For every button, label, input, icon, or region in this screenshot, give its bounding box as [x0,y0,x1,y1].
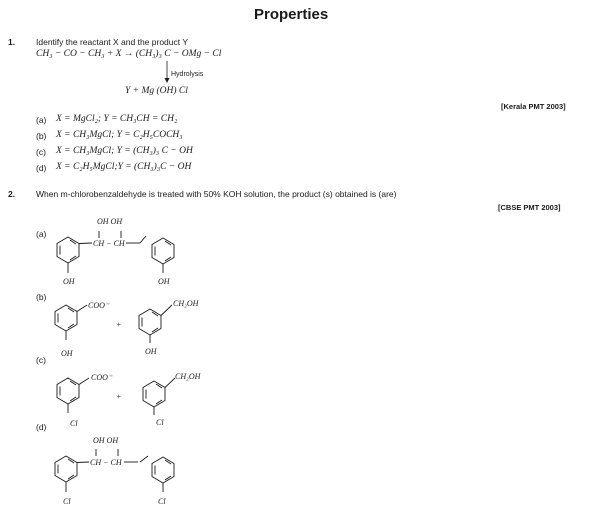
q2c-plus: + [116,392,122,401]
question-1-text: Identify the reactant X and the product Y [36,37,188,47]
q2b-sub-left: OH [61,349,73,358]
q2-option-d-label[interactable]: (d) [36,422,47,432]
question-1-product: Y + Mg (OH) Cl [125,86,188,96]
question-2-source: [CBSE PMT 2003] [498,203,561,212]
q2b-plus: + [116,320,122,329]
q1-option-a-text[interactable]: X = MgCl₂; Y = CH₃CH = CH₂ [56,114,178,124]
q2b-group-left: COO⁻ [88,301,110,310]
question-1-step-label: Hydrolysis [171,71,204,78]
q2d-sub-left: Cl [63,497,71,506]
q1-option-b-label[interactable]: (b) [36,131,47,141]
q2-option-a-label[interactable]: (a) [36,229,47,239]
q2-option-b-label[interactable]: (b) [36,292,47,302]
q2c-group-left: COO⁻ [91,373,113,382]
q2b-group-right: CH₂OH [173,299,199,308]
q2a-link: CH − CH [93,239,125,248]
question-2-text: When m-chlorobenzaldehyde is treated with 50% KOH solution, the product (s) obtained is (are) [36,189,397,199]
page-title: Properties [254,6,329,23]
q1-option-a-label[interactable]: (a) [36,115,47,125]
q1-option-d-text[interactable]: X = C₂H₅MgCl;Y = (CH₃)₃C − OH [56,162,192,172]
q2c-group-right: CH₂OH [175,372,201,381]
q1-option-b-text[interactable]: X = CH₃MgCl; Y = C₂H₅COCH₃ [56,130,183,140]
question-1-number: 1. [8,37,16,47]
q1-option-c-label[interactable]: (c) [36,147,46,157]
q2d-sub-right: Cl [158,497,166,506]
q2d-top-oh: OH OH [93,436,119,445]
q2c-sub-left: Cl [70,419,78,428]
q1-option-c-text[interactable]: X = CH₃MgCl; Y = (CH₃)₃ C − OH [56,146,193,156]
q2-option-c-label[interactable]: (c) [36,355,46,365]
q2a-top-oh: OH OH [97,217,123,226]
q2a-sub-left: OH [63,277,75,286]
q2c-sub-right: Cl [156,418,164,427]
question-1-reaction: CH₃ − CO − CH₃ + X → (CH₃)₃ C − OMg − Cl [36,49,222,59]
q2d-link: CH − CH [90,458,122,467]
question-1-source: [Kerala PMT 2003] [501,102,566,111]
q1-option-d-label[interactable]: (d) [36,163,47,173]
q2a-sub-right: OH [158,277,170,286]
q2b-sub-right: OH [145,347,157,356]
question-2-number: 2. [8,189,16,199]
